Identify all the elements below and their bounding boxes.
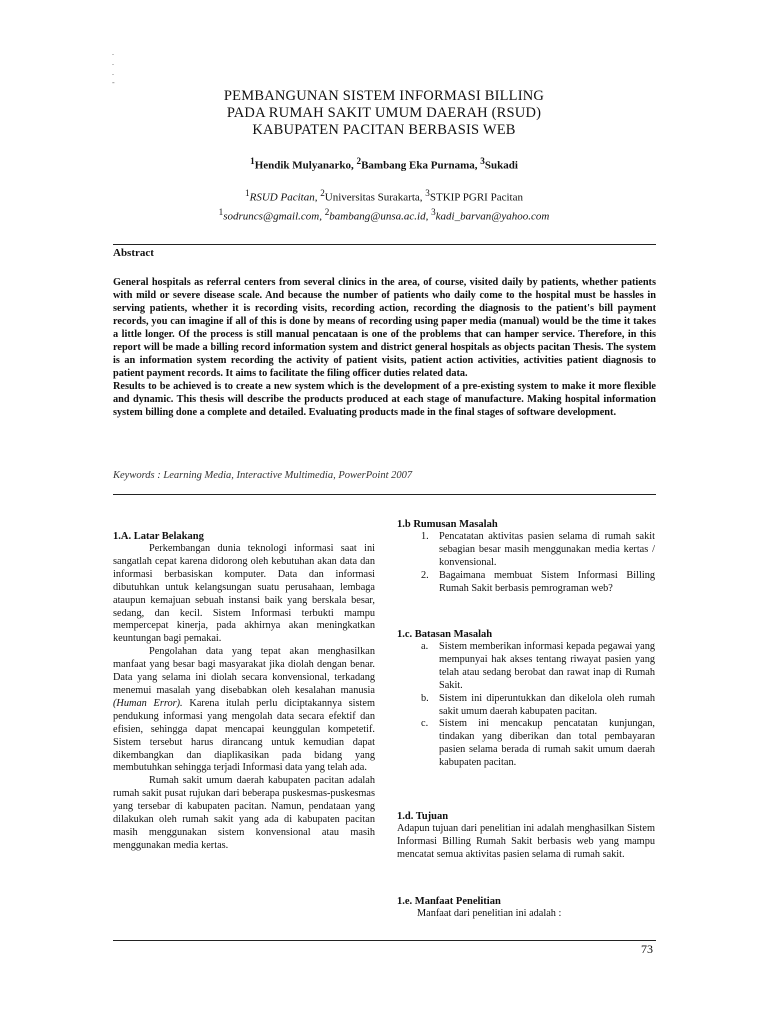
list-item (397, 718, 655, 770)
left-column (113, 530, 375, 853)
section-heading-latar-belakang: 1.A. Latar Belakang (113, 531, 204, 542)
title-line: PEMBANGUNAN SISTEM INFORMASI BILLING (223, 88, 545, 104)
author-name: Hendik Mulyanarko, (254, 159, 354, 172)
section-heading-manfaat: 1.e. Manfaat Penelitian (397, 896, 501, 907)
body-paragraph: Manfaat dari penelitian ini adalah : (417, 908, 562, 919)
batasan-section (397, 628, 655, 770)
author-sup: 2 (356, 156, 362, 166)
affiliation-block (0, 186, 768, 223)
author-name: Bambang Eka Purnama, (361, 159, 478, 172)
abstract-top-rule (113, 244, 656, 245)
body-paragraph (113, 646, 375, 775)
body-text: Pengolahan data yang tepat akan menghasilkan manfaat yang besar bagi masyarakat jika diolah dengan benar. Data yang selama ini diolah secara konvensional, terkadang menemui masalah yang disebabkan oleh kesalahan manusia (113, 646, 375, 696)
rumusan-list (397, 531, 655, 596)
abstract-body (113, 276, 656, 419)
author-sup: 3 (480, 156, 485, 166)
manfaat-section (397, 895, 655, 921)
affiliation-text: Universitas Surakarta, (324, 191, 423, 204)
affiliation-sup: 1 (245, 188, 250, 198)
list-text: Pencatatan aktivitas pasien selama di rumah sakit sebagian besar masih menggunakan media kertas / konvensional. (439, 531, 655, 568)
margin-dots: . . . - (112, 48, 115, 87)
author-sup: 1 (250, 156, 255, 166)
body-italic-text: (Human Error). (113, 697, 183, 709)
list-marker: 1. (421, 531, 429, 542)
section-heading-rumusan: 1.b Rumusan Masalah (397, 519, 498, 530)
body-text: Karena itulah perlu diciptakannya sistem pendukung informasi yang mengolah data secara efektif dan efisien, sehingga dapat mencapai keunggulan kompetetif. Sistem tersebut harus dirancang untuk kemudian dapat dikembangkan dan diaplikasikan pada bidang yang membutuhkan sehingga terjadi Informasi data yang telah ada. (113, 697, 375, 774)
rumusan-section (397, 518, 655, 596)
list-text: Bagaimana membuat Sistem Informasi Billing Rumah Sakit berbasis pemrograman web? (439, 569, 655, 594)
footer-rule (113, 940, 656, 941)
list-item (397, 531, 655, 570)
body-paragraph: Adapun tujuan dari penelitian ini adalah menghasilkan Sistem Informasi Billing Rumah Sakit berbasis web yang mampu mencatat semua aktivitas pasien selama di rumah sakit. (397, 823, 655, 860)
list-text: Sistem ini diperuntukkan dan dikelola oleh rumah sakit umum daerah kabupaten pacitan. (439, 692, 655, 717)
affiliation-sup: 2 (320, 188, 325, 198)
batasan-list (397, 641, 655, 770)
list-item (397, 641, 655, 693)
email-text: kadi_barvan@yahoo.com (435, 210, 550, 223)
list-item (397, 570, 655, 596)
title-line: KABUPATEN PACITAN BERBASIS WEB (252, 122, 516, 138)
list-marker: 2. (421, 569, 429, 581)
paper-title (0, 88, 768, 139)
list-text: Sistem ini mencakup pencatatan kunjungan, tindakan yang diberikan dan total pembayaran pasien selama berada di rumah sakit umum daerah kabupaten pacitan. (439, 718, 655, 769)
email-sup: 1 (218, 206, 224, 217)
affiliation-line (0, 186, 768, 205)
abstract-paragraph: General hospitals as referral centers from several clinics in the area, of course, visited daily by patients, whether patients with mild or severe disease scale. And because the number of patients who daily come to the hospital must be hassles in serving patients, whether it is recording visits, recording action, recording the diagnosis to the patient's bill payment records, you can imagine if all of this is done by means of recording using paper media (manual) would be the time it takes a little longer. Of the process is still manual pencataan is one of the problems that can hamper service. Therefore, in this report will be made a billing record information system and district general hospitals as objects pacitan Thesis. The system is an information system recording the activity of patient visits, patient action activities, activities patient diagnosis to patient payment records. It aims to facilitate the filing officer duties related data. (113, 277, 656, 379)
list-marker: a. (421, 641, 429, 652)
title-line: PADA RUMAH SAKIT UMUM DAERAH (RSUD) (226, 105, 542, 121)
list-marker: b. (421, 692, 429, 704)
email-sup: 3 (431, 206, 436, 217)
affiliation-text: RSUD Pacitan, (249, 191, 318, 204)
email-text: bambang@unsa.ac.id, (329, 210, 429, 223)
section-heading-batasan: 1.c. Batasan Masalah (397, 629, 493, 640)
affiliation-text: STKIP PGRI Pacitan (429, 191, 523, 204)
section-heading-tujuan: 1.d. Tujuan (397, 811, 449, 822)
keywords-line: Keywords : Learning Media, Interactive Multimedia, PowerPoint 2007 (113, 470, 413, 481)
list-marker: c. (421, 718, 429, 730)
author-list (0, 156, 768, 172)
body-paragraph: Rumah sakit umum daerah kabupaten pacitan adalah rumah sakit pusat rujukan dari beberapa puskesmas-puskesmas yang tersebar di kabupaten pacitan. Namun, pendataan yang dilakukan oleh rumah sakit yang ada di kabupaten pacitan masih menggunakan sistem konvensional atau masih menggunakan media kertas. (113, 775, 375, 851)
author-name: Sukadi (484, 159, 518, 172)
email-line (0, 205, 768, 224)
abstract-bottom-rule (113, 494, 656, 495)
tujuan-section (397, 810, 655, 862)
affiliation-sup: 3 (425, 188, 430, 198)
abstract-heading: Abstract (113, 247, 154, 259)
body-paragraph: Perkembangan dunia teknologi informasi saat ini sangatlah cepat karena didorong oleh kebutuhan akan data dan informasi berbasiskan komputer. Data dan informasi dibutuhkan untuk kelangsungan suatu perusahaan, lembaga ataupun kemajuan sebuah instansi baik yang berskala besar, sedang, dan kecil. Sistem Informasi terbukti mampu mempercepat kinerja, pada akhirnya akan meningkatkan keuntungan bagi pemakai. (113, 543, 375, 645)
list-text: Sistem memberikan informasi kepada pegawai yang mempunyai hak akses tentang riwayat pasien yang telah atau sedang berobat dan rawat inap di Rumah Sakit. (439, 641, 655, 691)
email-text: sodruncs@gmail.com, (223, 210, 322, 223)
abstract-paragraph: Results to be achieved is to create a new system which is the development of a pre-existing system to make it more flexible and dynamic. This thesis will describe the products produced at each stage of manufacture. Making hospital information system billing done a complete and detailed. Evaluating products made in the final stages of software development. (113, 381, 656, 418)
page-number: 73 (641, 942, 653, 956)
list-item (397, 693, 655, 719)
email-sup: 2 (324, 206, 330, 217)
